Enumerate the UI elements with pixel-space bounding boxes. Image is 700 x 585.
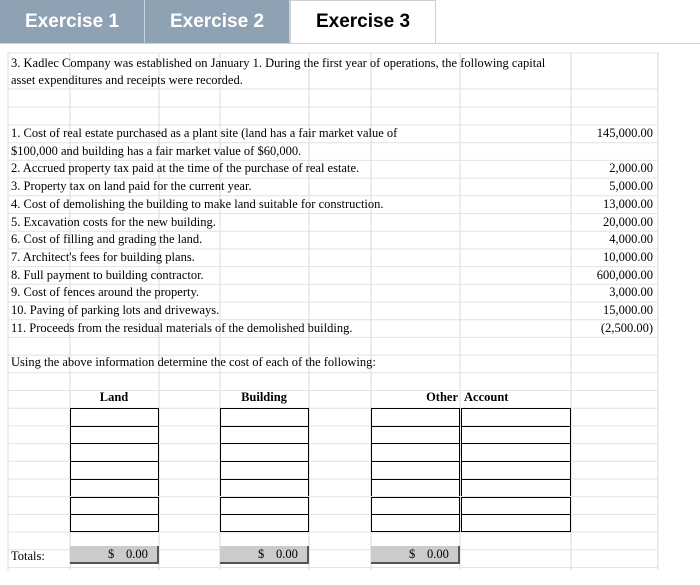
column-header-other: Other (426, 390, 458, 404)
expenditure-item-amount: 4,000.00 (609, 232, 653, 247)
building-total-value: 0.00 (276, 547, 298, 561)
expenditure-item-text: 1. Cost of real estate purchased as a plant site (land has a fair market value of (11, 126, 398, 140)
land-total-value: 0.00 (126, 547, 148, 561)
expenditure-item-amount: 5,000.00 (609, 179, 653, 194)
intro-line-1: 3. Kadlec Company was established on January 1. During the first year of operations, the following capital (11, 56, 546, 70)
land-entry-cell[interactable] (70, 426, 159, 444)
building-entry-cell[interactable] (220, 497, 309, 515)
expenditure-item-text: 7. Architect's fees for building plans. (11, 249, 195, 264)
column-header-building: Building (241, 390, 287, 404)
expenditure-item-amount: 13,000.00 (603, 196, 653, 211)
land-entry-cell[interactable] (70, 461, 159, 479)
land-entry-cell[interactable] (70, 443, 159, 461)
building-entry-cell[interactable] (220, 461, 309, 479)
expenditure-item-text: 3. Property tax on land paid for the current year. (11, 179, 252, 194)
account-entry-cell[interactable] (461, 408, 571, 426)
expenditure-item-amount: 2,000.00 (609, 161, 653, 176)
building-entry-cell[interactable] (220, 479, 309, 497)
other-entry-cell[interactable] (371, 479, 460, 497)
other-total-cell (371, 546, 460, 564)
land-entry-cell[interactable] (70, 408, 159, 426)
building-entry-cell[interactable] (220, 426, 309, 444)
expenditure-item-text: 4. Cost of demolishing the building to make land suitable for construction. (11, 196, 384, 211)
other-entry-cell[interactable] (371, 497, 460, 515)
other-entry-cell[interactable] (371, 426, 460, 444)
land-entry-cell[interactable] (70, 497, 159, 515)
land-total-cell (70, 546, 159, 564)
land-entry-cell[interactable] (70, 479, 159, 497)
expenditure-item-text: 2. Accrued property tax paid at the time of the purchase of real estate. (11, 161, 360, 176)
account-entry-cell[interactable] (461, 426, 571, 444)
expenditure-item-amount: 10,000.00 (603, 249, 653, 264)
expenditure-item-text: 9. Cost of fences around the property. (11, 285, 200, 300)
worksheet (0, 50, 700, 585)
tab-exercise-3[interactable]: Exercise 3 (290, 0, 436, 44)
account-entry-cell[interactable] (461, 514, 571, 532)
other-entry-cell[interactable] (371, 443, 460, 461)
expenditure-item-text: 5. Excavation costs for the new building. (11, 214, 216, 229)
expenditure-item-text: 10. Paving of parking lots and driveways. (11, 303, 220, 317)
expenditure-item-text: 11. Proceeds from the residual materials of the demolished building. (11, 320, 353, 335)
expenditure-item-amount: 20,000.00 (603, 214, 653, 229)
expenditure-item-text: 6. Cost of filling and grading the land. (11, 232, 203, 247)
tab-exercise-1[interactable]: Exercise 1 (0, 0, 145, 43)
totals-label: Totals: (11, 549, 45, 563)
expenditure-item-amount: (2,500.00) (600, 320, 653, 335)
expenditure-item-amount: 15,000.00 (603, 303, 653, 317)
tab-exercise-2[interactable]: Exercise 2 (145, 0, 290, 43)
expenditure-item-amount: 3,000.00 (609, 285, 653, 300)
land-entry-cell[interactable] (70, 514, 159, 532)
other-entry-cell[interactable] (371, 461, 460, 479)
other-entry-cell[interactable] (371, 514, 460, 532)
other-entry-cell[interactable] (371, 408, 460, 426)
intro-line-2: asset expenditures and receipts were recorded. (11, 73, 243, 87)
column-header-land: Land (99, 390, 129, 404)
expenditure-item-amount: 600,000.00 (596, 267, 653, 282)
building-entry-cell[interactable] (220, 514, 309, 532)
building-entry-cell[interactable] (220, 443, 309, 461)
other-total-currency: $ (409, 547, 416, 561)
land-total-currency: $ (108, 547, 115, 561)
tab-divider (0, 43, 700, 44)
column-header-account: Account (464, 390, 509, 404)
account-entry-cell[interactable] (461, 497, 571, 515)
account-entry-cell[interactable] (461, 443, 571, 461)
account-entry-cell[interactable] (461, 479, 571, 497)
account-entry-cell[interactable] (461, 461, 571, 479)
sheet-tab-bar (0, 0, 700, 44)
building-total-cell (220, 546, 309, 564)
other-total-value: 0.00 (427, 547, 449, 561)
building-total-currency: $ (258, 547, 265, 561)
expenditure-item-text: $100,000 and building has a fair market value of $60,000. (11, 143, 302, 158)
expenditure-item-text: 8. Full payment to building contractor. (11, 267, 204, 282)
expenditure-item-amount: 145,000.00 (596, 126, 653, 140)
building-entry-cell[interactable] (220, 408, 309, 426)
instruction-text: Using the above information determine the cost of each of the following: (11, 355, 376, 369)
